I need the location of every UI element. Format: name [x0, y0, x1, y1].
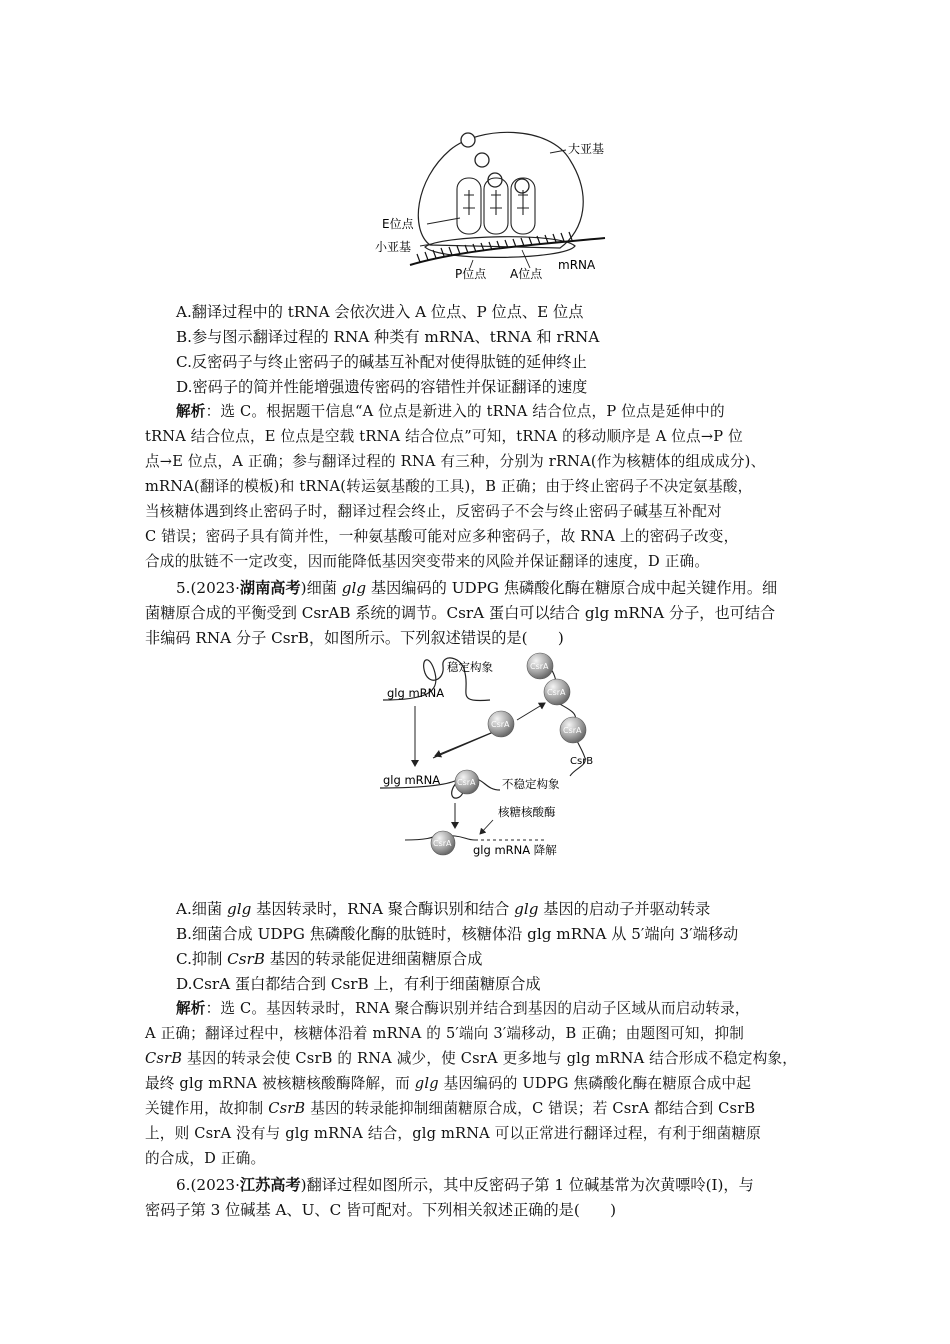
svg-text:CsrA: CsrA — [563, 726, 582, 735]
svg-text:CsrA: CsrA — [491, 720, 510, 729]
q4-analysis-line-6: C 错误；密码子具有简并性，一种氨基酸可能对应多种密码子，故 RNA 上的密码子改变， — [145, 528, 739, 545]
q5-analysis-line-2: A 正确；翻译过程中，核糖体沿着 mRNA 的 5′端向 3′端移动，B 正确；由题图可知，抑制 — [145, 1025, 745, 1042]
q5-analysis-line-3: CsrB 基因的转录会使 CsrB 的 RNA 减少，使 CsrA 更多地与 glg mRNA 结合形成不稳定构象， — [145, 1050, 798, 1067]
amino-acid-bead — [475, 153, 489, 167]
q4-analysis-line-2: tRNA 结合位点，E 位点是空载 tRNA 结合位点”可知，tRNA 的移动顺序是 A 位点→P 位 — [145, 428, 743, 445]
svg-text:CsrA: CsrA — [547, 688, 566, 697]
label-csrb: CsrB — [570, 756, 594, 767]
q6-source: 江苏高考 — [239, 1176, 301, 1194]
svg-text:CsrA: CsrA — [433, 839, 452, 848]
q4-option-d: D.密码子的简并性能增强遗传密码的容错性并保证翻译的速度 — [176, 378, 588, 396]
q5-analysis-line-4: 最终 glg mRNA 被核糖核酸酶降解，而 glg 基因编码的 UDPG 焦磷酸化酶在糖原合成中起 — [145, 1075, 752, 1092]
amino-acid-bead — [488, 173, 502, 187]
q5-option-b: B.细菌合成 UDPG 焦磷酸化酶的肽链时，核糖体沿 glg mRNA 从 5′端向 3′端移动 — [176, 925, 739, 943]
q5-stem-line-1: 5.(2023·湖南高考)细菌 glg 基因编码的 UDPG 焦磷酸化酶在糖原合成中起关键作用。细 — [176, 579, 778, 597]
q5-analysis-line-1: 解析：选 C。基因转录时，RNA 聚合酶识别并结合到基因的启动子区域从而启动转录， — [176, 1000, 750, 1017]
q5-analysis-line-7: 的合成，D 正确。 — [145, 1150, 266, 1167]
svg-text:CsrA: CsrA — [457, 778, 476, 787]
q4-analysis-line-1: 解析：选 C。根据题干信息“A 位点是新进入的 tRNA 结合位点，P 位点是延伸中的 — [176, 403, 725, 420]
q5-option-a: A.细菌 glg 基因转录时，RNA 聚合酶识别和结合 glg 基因的启动子并驱动转录 — [176, 900, 711, 918]
q6-stem-line-1: 6.(2023·江苏高考)翻译过程如图所示，其中反密码子第 1 位碱基常为次黄嘌呤(I)，与 — [176, 1176, 754, 1194]
q5-analysis-line-5: 关键作用，故抑制 CsrB 基因的转录能抑制细菌糖原合成，C 错误；若 CsrA 都结合到 CsrB — [145, 1100, 756, 1117]
trna-e-site — [457, 178, 481, 234]
label-rnase: 核糖核酸酶 — [498, 805, 556, 819]
label-glg-mrna-mid: glg mRNA — [383, 773, 441, 787]
ribosome-translation-figure — [370, 120, 630, 285]
q4-analysis-line-7: 合成的肽链不一定改变，因而能降低基因突变带来的风险并保证翻译的速度，D 正确。 — [145, 553, 710, 570]
q6-stem-line-2: 密码子第 3 位碱基 A、U、C 皆可配对。下列相关叙述正确的是( ) — [145, 1201, 617, 1219]
label-glg-mrna-top: glg mRNA — [387, 686, 445, 700]
csrab-regulation-figure — [375, 648, 615, 858]
svg-text:CsrA: CsrA — [530, 662, 549, 671]
label-e-site: E位点 — [382, 217, 414, 231]
q4-option-b: B.参与图示翻译过程的 RNA 种类有 mRNA、tRNA 和 rRNA — [176, 328, 600, 346]
q5-option-d: D.CsrA 蛋白都结合到 CsrB 上，有利于细菌糖原合成 — [176, 975, 541, 993]
q5-option-c: C.抑制 CsrB 基因的转录能促进细菌糖原合成 — [176, 950, 483, 968]
label-p-site: P位点 — [455, 267, 487, 281]
amino-acid-bead — [461, 133, 475, 147]
amino-acid-bead — [515, 179, 529, 193]
q4-analysis-line-4: mRNA(翻译的模板)和 tRNA(转运氨基酸的工具)，B 正确；由于终止密码子不决定氨基酸， — [145, 478, 753, 495]
q4-analysis-label: 解析 — [176, 403, 206, 420]
q5-analysis-line-6: 上，则 CsrA 没有与 glg mRNA 结合，glg mRNA 可以正常进行翻译过程，有利于细菌糖原 — [145, 1125, 762, 1142]
q4-analysis-line-3: 点→E 位点，A 正确；参与翻译过程的 RNA 有三种，分别为 rRNA(作为核糖体的组成成分)、 — [145, 453, 766, 470]
label-small-subunit: 小亚基 — [375, 240, 412, 254]
q4-option-c: C.反密码子与终止密码子的碱基互补配对使得肽链的延伸终止 — [176, 353, 587, 371]
q5-analysis-label: 解析 — [176, 1000, 206, 1017]
q4-analysis-line-5: 当核糖体遇到终止密码子时，翻译过程会终止，反密码子不会与终止密码子碱基互补配对 — [145, 503, 722, 520]
q5-stem-line-3: 非编码 RNA 分子 CsrB，如图所示。下列叙述错误的是( ) — [145, 629, 564, 647]
label-a-site: A位点 — [510, 267, 543, 281]
label-unstable: 不稳定构象 — [502, 777, 560, 791]
label-large-subunit: 大亚基 — [568, 142, 605, 156]
label-mrna: mRNA — [558, 258, 596, 272]
label-stable: 稳定构象 — [447, 660, 493, 674]
label-degrade: glg mRNA 降解 — [473, 843, 557, 857]
large-subunit-shape — [418, 132, 583, 248]
q5-stem-line-2: 菌糖原合成的平衡受到 CsrAB 系统的调节。CsrA 蛋白可以结合 glg mRNA 分子，也可结合 — [145, 604, 776, 622]
q5-source: 湖南高考 — [239, 579, 301, 597]
q4-option-a: A.翻译过程中的 tRNA 会依次进入 A 位点、P 位点、E 位点 — [176, 303, 584, 321]
